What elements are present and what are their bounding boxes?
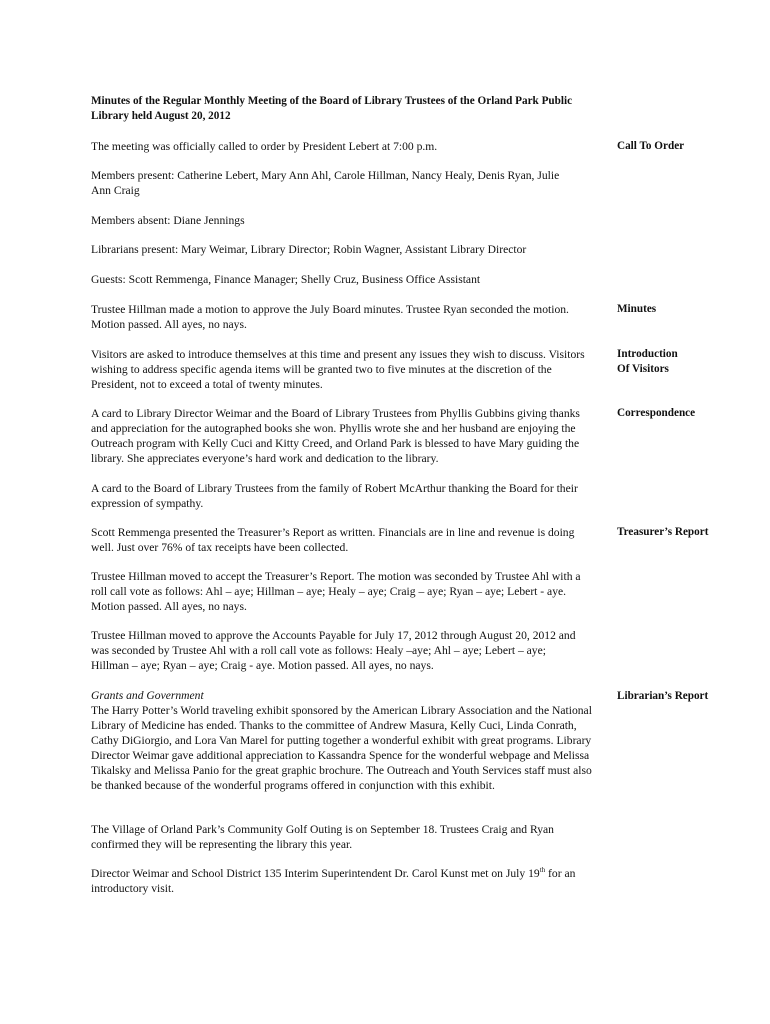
side-heading-call-to-order: Call To Order [617,140,685,152]
grants-section [91,688,597,793]
side-heading-introduction-line1: Introduction [617,348,678,360]
golf-outing-paragraph: The Village of Orland Park’s Community Golf Outing is on September 18. Trustees Craig and Ryan confirmed they will be representing the library this year. [91,823,554,851]
director-visit-paragraph [91,866,591,896]
librarians-present-paragraph: Librarians present: Mary Weimar, Library Director; Robin Wagner, Assistant Library Director [91,243,527,256]
ordinal-suffix: th [539,866,546,875]
side-heading-correspondence: Correspondence [617,407,696,419]
grants-body: The Harry Potter’s World traveling exhibit sponsored by the American Library Association and the National Library of Medicine has ended. Thanks to the committee of Andrew Masura, Kelly Cuci, Linda Conrath, Cathy DiGiorgio, and Lora Van Marel for putting together a wonderful exhibit with great programs. Library Director Weimar gave additional appreciation to Kassandra Spence for the wonderful webpage and Melissa Tikalsky and Melissa Panio for the great graphic brochure. The Outreach and Youth Services staff must also be thanked because of the wonderful programs offered in conjunction with this exhibit. [91,704,592,792]
minutes-paragraph: Trustee Hillman made a motion to approve the July Board minutes. Trustee Ryan seconded the motion. Motion passed. All ayes, no nays. [91,303,569,331]
treasurer-paragraph-2: Trustee Hillman moved to accept the Treasurer’s Report. The motion was seconded by Trustee Ahl with a roll call vote as follows: Ahl – aye; Hillman – aye; Healy – aye; Craig – aye; Ryan – aye; Lebert - aye. Motion passed. All ayes, no nays. [91,570,581,613]
side-heading-introduction-of-visitors [617,347,757,377]
visitors-paragraph: Visitors are asked to introduce themselves at this time and present any issues they wish to discuss. Visitors wishing to address specific agenda items will be granted two to five minutes at the discretion of the President, not to exceed a total of twenty minutes. [91,348,585,391]
director-visit-text-end: for an introductory visit. [91,867,576,895]
director-visit-text: Director Weimar and School District 135 Interim Superintendent Dr. Carol Kunst met on July 19 [91,867,540,880]
side-heading-treasurers-report: Treasurer’s Report [617,526,709,538]
members-present-paragraph: Members present: Catherine Lebert, Mary Ann Ahl, Carole Hillman, Nancy Healy, Denis Ryan, Julie Ann Craig [91,169,560,197]
correspondence-paragraph-1: A card to Library Director Weimar and the Board of Library Trustees from Phyllis Gubbins giving thanks and appreciation for the autographed books she won. Phyllis wrote she and her husband are enjoying the Outreach program with Kelly Cuci and Kitty Creed, and Orland Park is blessed to have Mary guiding the library. She appreciates everyone’s hard work and dedication to the library. [91,407,580,465]
treasurer-paragraph-1: Scott Remmenga presented the Treasurer’s Report as written. Financials are in line and revenue is doing well. Just over 76% of tax receipts have been collected. [91,526,575,554]
document-title: Minutes of the Regular Monthly Meeting of the Board of Library Trustees of the Orland Park Public Library held August 20, 2012 [91,95,573,122]
correspondence-paragraph-2: A card to the Board of Library Trustees from the family of Robert McArthur thanking the Board for their expression of sympathy. [91,482,578,510]
grants-heading: Grants and Government [91,689,204,702]
side-heading-minutes: Minutes [617,303,657,315]
treasurer-paragraph-3: Trustee Hillman moved to approve the Accounts Payable for July 17, 2012 through August 20, 2012 and was seconded by Trustee Ahl with a roll call vote as follows: Healy –aye; Ahl – aye; Lebert – aye; Hillman – aye; Ryan – aye; Craig - aye. Motion passed. All ayes, no nays. [91,629,576,672]
side-heading-introduction-line2: Of Visitors [617,363,669,375]
side-heading-librarians-report: Librarian’s Report [617,690,709,702]
call-to-order-paragraph: The meeting was officially called to order by President Lebert at 7:00 p.m. [91,140,438,153]
guests-paragraph: Guests: Scott Remmenga, Finance Manager; Shelly Cruz, Business Office Assistant [91,273,481,286]
members-absent-paragraph: Members absent: Diane Jennings [91,214,245,227]
